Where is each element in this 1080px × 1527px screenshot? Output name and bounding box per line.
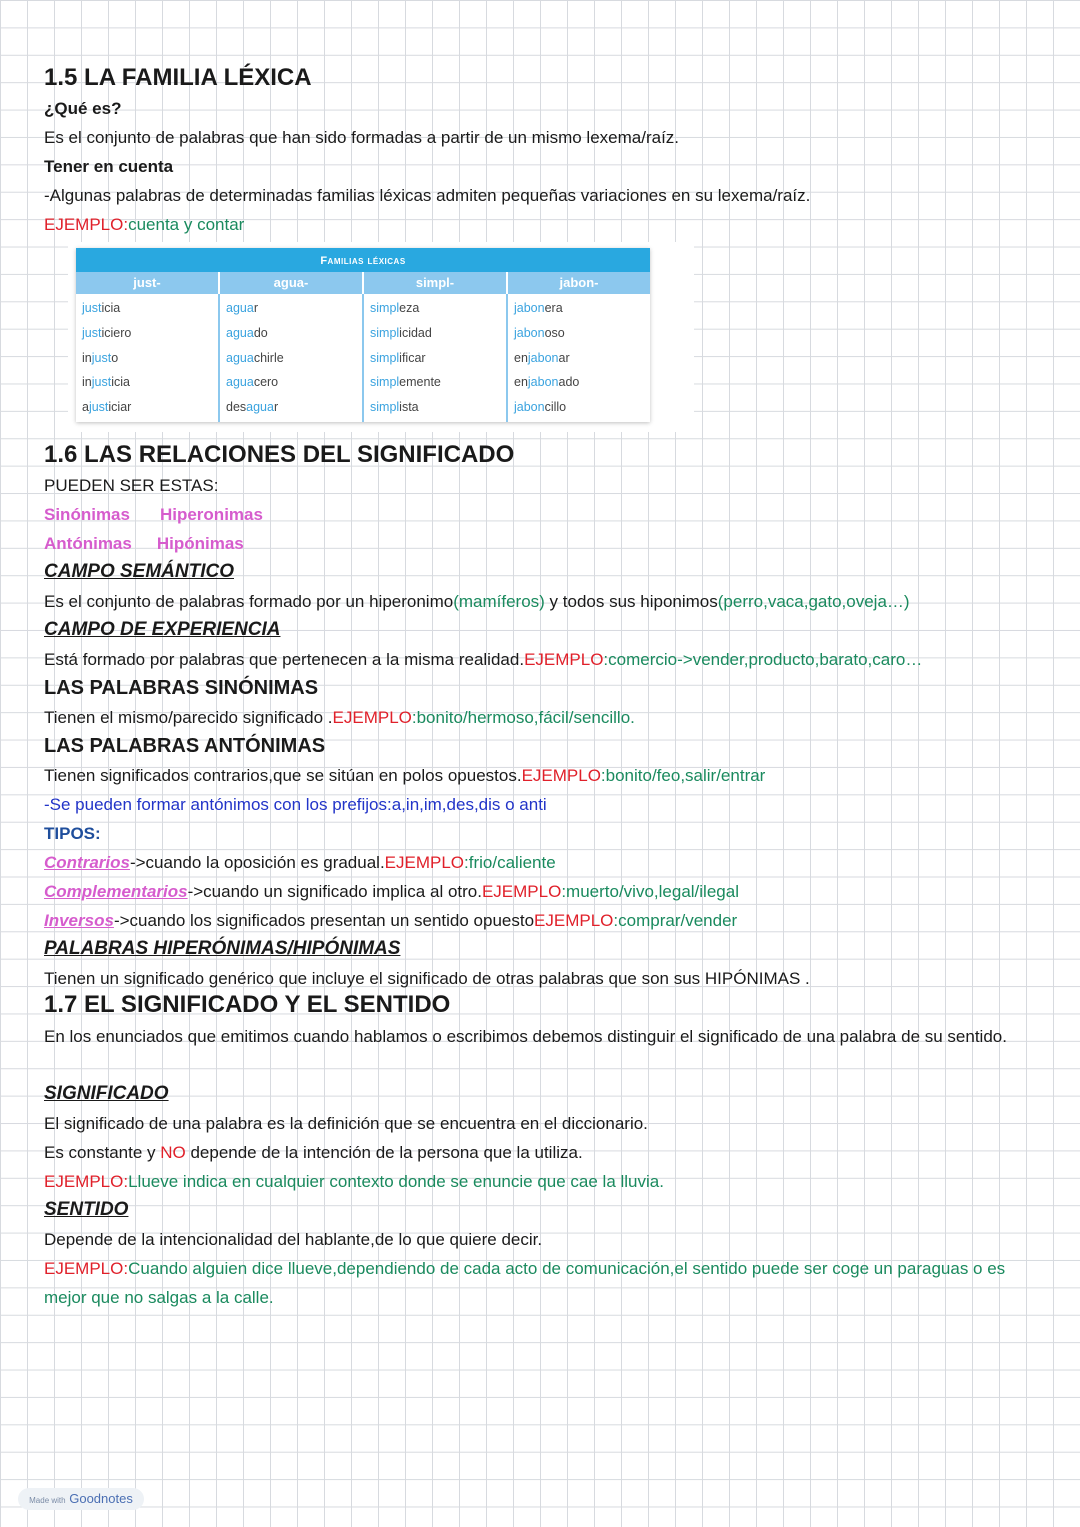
table-cell [514, 296, 650, 321]
tipo-contrarios [44, 852, 556, 874]
table-cell [226, 346, 362, 371]
relations-row-1 [44, 504, 263, 526]
example-label: EJEMPLO [384, 853, 465, 872]
campo-experiencia-text [44, 649, 922, 671]
word-post: ista [399, 400, 419, 415]
example-label: EJEMPLO: [44, 215, 129, 234]
significado-example [44, 1171, 664, 1193]
example-text: :bonito/feo,salir/entrar [600, 766, 766, 785]
word-pre: a [82, 400, 89, 415]
word-post: emente [399, 375, 441, 390]
tipo-inversos [44, 910, 737, 932]
table-cell [370, 346, 506, 371]
tipo-complementarios [44, 881, 739, 903]
word-pre: des [226, 400, 247, 415]
table-cell [370, 296, 506, 321]
example-line [44, 214, 244, 236]
column-header: just- [133, 275, 161, 290]
word-root: just [91, 350, 112, 365]
word-root: just [82, 325, 102, 340]
word-root: jabon [527, 350, 559, 365]
word-root: agua [226, 301, 254, 315]
table-column [76, 294, 218, 422]
word-root: simpl [370, 301, 400, 315]
relations-intro: PUEDEN SER ESTAS: [44, 476, 219, 495]
word-pre: en [514, 375, 528, 390]
word-post: iciero [101, 325, 132, 340]
campo-semantico-text [44, 591, 910, 613]
table-column [506, 294, 650, 422]
text: Es el conjunto de palabras formado por un hiperonimo [44, 592, 454, 611]
word-root: jabon [514, 400, 545, 415]
example-label: EJEMPLO: [44, 1172, 129, 1191]
example-label: EJEMPLO [332, 708, 412, 727]
word-post: ificar [399, 350, 426, 365]
word-root: just [88, 400, 109, 415]
word-post: chirle [253, 350, 284, 365]
note-text: -Algunas palabras de determinadas familias léxicas admiten pequeñas variaciones en su lexema/raíz. [44, 186, 811, 205]
campo-experiencia-heading: CAMPO DE EXPERIENCIA [44, 619, 281, 640]
relation-hiponimas: Hipónimas [156, 534, 244, 553]
text: Tienen significados contrarios,que se sitúan en polos opuestos. [44, 766, 522, 785]
table-cell [370, 395, 506, 420]
tipo-name: Complementarios [44, 882, 188, 901]
text: y todos sus hiponimos [544, 592, 718, 611]
question-heading: ¿Qué es? [44, 99, 122, 118]
table-cell [82, 321, 218, 346]
word-root: just [82, 301, 102, 315]
table-cell [514, 321, 650, 346]
table-column [218, 294, 362, 422]
section-title-1-5: 1.5 LA FAMILIA LÉXICA [44, 64, 312, 91]
word-root: simpl [370, 400, 400, 415]
sentido-intro: En los enunciados que emitimos cuando hablamos o escribimos debemos distinguir el significado de una palabra de su sentido. [44, 1027, 1007, 1046]
relation-antonimas: Antónimas [44, 534, 132, 553]
table-cell [226, 395, 362, 420]
column-header: simpl- [362, 272, 506, 294]
table-cell [82, 370, 218, 395]
example-label: EJEMPLO [521, 766, 601, 785]
text: Es constante y [44, 1143, 161, 1162]
example-text: :muerto/vivo,legal/ilegal [561, 882, 739, 901]
example-text: :bonito/hermoso,fácil/sencillo. [411, 708, 635, 727]
column-header: jabon- [506, 272, 650, 294]
badge-brand: Goodnotes [69, 1491, 133, 1506]
relation-hiperonimas: Hiperonimas [159, 505, 263, 524]
table-cell [82, 395, 218, 420]
lexical-families-table-image [68, 242, 694, 432]
word-post: icidad [399, 325, 432, 340]
note-heading: Tener en cuenta [44, 157, 174, 176]
word-post: do [253, 325, 268, 340]
example-label: EJEMPLO: [44, 1259, 129, 1278]
sinonimas-text [44, 707, 635, 729]
example-label: EJEMPLO [534, 911, 614, 930]
sinonimas-heading: LAS PALABRAS SINÓNIMAS [44, 677, 319, 699]
tipo-name: Contrarios [44, 853, 130, 872]
lexical-families-table [76, 248, 650, 422]
table-cell [82, 296, 218, 321]
example-text: :comprar/vender [613, 911, 738, 930]
word-post: icia [101, 301, 121, 315]
word-post: r [253, 301, 258, 315]
text: depende de la intención de la persona que la utiliza. [185, 1143, 583, 1162]
campo-semantico-heading: CAMPO SEMÁNTICO [44, 561, 234, 582]
example-text: :comercio->vender,producto,barato,caro… [603, 650, 923, 669]
example-label: EJEMPLO [524, 650, 604, 669]
sentido-text: Depende de la intencionalidad del hablante,de lo que quiere decir. [44, 1230, 543, 1249]
table-cell [370, 321, 506, 346]
word-root: simpl [370, 375, 400, 390]
word-pre: in [82, 375, 92, 390]
word-pre: en [514, 350, 528, 365]
word-post: r [273, 400, 279, 415]
word-root: jabon [514, 301, 545, 315]
significado-text-1: El significado de una palabra es la definición que se encuentra en el diccionario. [44, 1114, 648, 1133]
column-header: agua- [218, 272, 362, 294]
table-header [76, 272, 650, 294]
badge-small-text: Made with [29, 1496, 66, 1505]
relation-sinonimas: Sinónimas [44, 505, 130, 524]
relations-row-2 [44, 533, 244, 555]
table-cell [226, 321, 362, 346]
definition-text: Es el conjunto de palabras que han sido formadas a partir de un mismo lexema/raíz. [44, 128, 680, 147]
word-post: oso [544, 325, 565, 340]
text: Tienen el mismo/parecido significado . [44, 708, 333, 727]
significado-text-2 [44, 1142, 583, 1164]
word-root: simpl [370, 325, 400, 340]
section-title-1-6: 1.6 LAS RELACIONES DEL SIGNIFICADO [44, 441, 515, 468]
example-text: (perro,vaca,gato,oveja…) [717, 592, 910, 611]
tipo-name: Inversos [44, 911, 114, 930]
tipos-heading: TIPOS: [44, 824, 101, 843]
word-post: iciar [108, 400, 132, 415]
table-title: Familias léxicas [76, 248, 650, 272]
table-cell [514, 395, 650, 420]
antonimas-text [44, 765, 765, 787]
table-cell [82, 346, 218, 371]
sentido-heading: SENTIDO [44, 1199, 129, 1220]
significado-heading: SIGNIFICADO [44, 1083, 169, 1104]
table-cell [226, 296, 362, 321]
word-post: cero [253, 375, 279, 390]
text: ->cuando la oposición es gradual. [129, 853, 385, 872]
example-text: Llueve indica en cualquier contexto donde se enuncie que cae la lluvia. [128, 1172, 664, 1191]
word-root: simpl [370, 350, 400, 365]
word-root: just [91, 375, 112, 390]
table-cell [370, 370, 506, 395]
table-cell [514, 346, 650, 371]
table-cell [514, 370, 650, 395]
antonimas-heading: LAS PALABRAS ANTÓNIMAS [44, 735, 326, 757]
hiperonimas-text: Tienen un significado genérico que incluye el significado de otras palabras que son sus HIPÓNIMAS . [44, 969, 810, 988]
example-label: EJEMPLO [481, 882, 562, 901]
word-root: agua [226, 350, 254, 365]
text: Está formado por palabras que pertenecen a la misma realidad. [44, 650, 525, 669]
table-column [362, 294, 506, 422]
table-body [76, 294, 650, 422]
word-post: ado [558, 375, 580, 390]
section-title-1-7: 1.7 EL SIGNIFICADO Y EL SENTIDO [44, 991, 451, 1018]
antonimas-prefix-note: -Se pueden formar antónimos con los prefijos:a,in,im,des,dis o anti [44, 795, 547, 814]
example-text: :frio/caliente [464, 853, 556, 872]
word-root: jabon [527, 375, 559, 390]
word-root: jabon [514, 325, 545, 340]
goodnotes-badge [18, 1488, 144, 1510]
hiperonimas-heading: PALABRAS HIPERÓNIMAS/HIPÓNIMAS [44, 938, 401, 959]
word-root: agua [226, 375, 254, 390]
word-post: icia [111, 375, 130, 390]
word-post: era [544, 301, 563, 315]
word-post: ar [558, 350, 570, 365]
word-post: cillo [544, 400, 567, 415]
example-text: cuenta y contar [128, 215, 245, 234]
example-text: Cuando alguien dice llueve,dependiendo de cada acto de comunicación,el sentido puede ser coge un paraguas o es mejor que no salgas a la calle. [44, 1259, 1006, 1307]
word-pre: in [82, 350, 92, 365]
text: ->cuando los significados presentan un sentido opuesto [113, 911, 535, 930]
no-emphasis: NO [160, 1143, 186, 1162]
text: ->cuando un significado implica al otro. [187, 882, 482, 901]
sentido-example [44, 1254, 1034, 1312]
word-root: agua [246, 400, 274, 415]
word-post: o [111, 350, 119, 365]
table-cell [226, 370, 362, 395]
word-post: eza [399, 301, 420, 315]
example-text: (mamíferos) [453, 592, 545, 611]
word-root: agua [226, 325, 254, 340]
